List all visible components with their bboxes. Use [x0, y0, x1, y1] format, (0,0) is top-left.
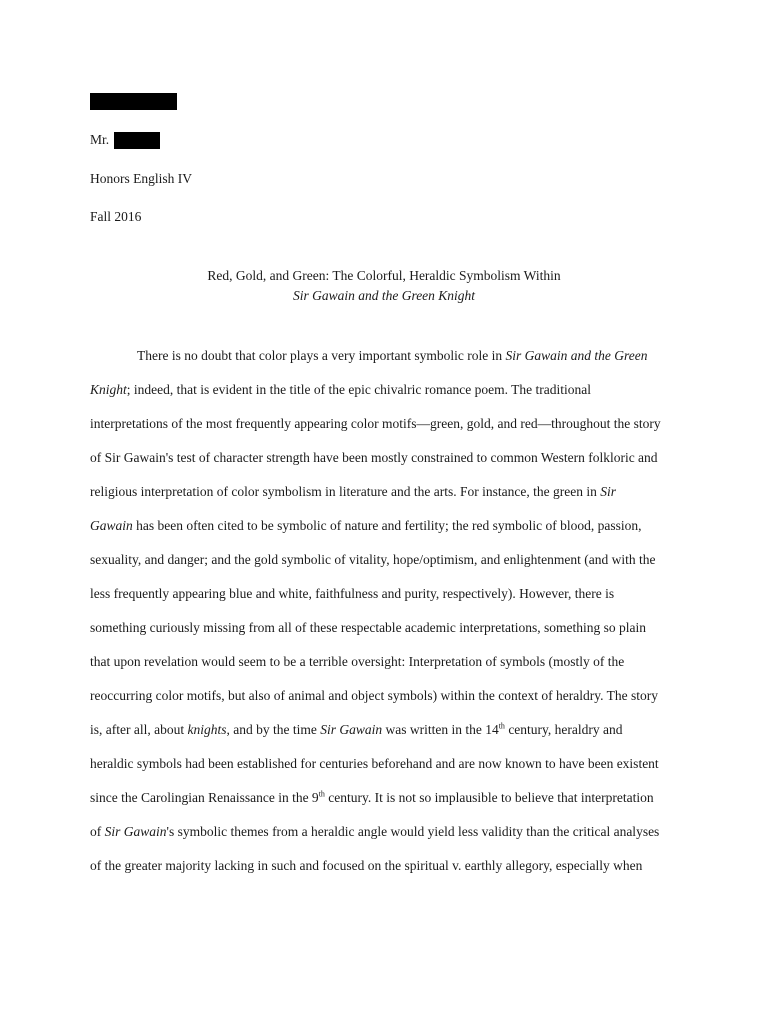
- body-text-run: of: [90, 824, 105, 839]
- body-text-run: There is no doubt that color plays a very important symbolic role in: [137, 348, 506, 363]
- body-text-run: has been often cited to be symbolic of nature and fertility; the red symbolic of blood, passion,: [132, 518, 642, 533]
- body-text-run: century. It is not so implausible to believe that interpretation: [324, 790, 654, 805]
- ordinal-superscript: th: [318, 789, 325, 799]
- body-italic-run: knights: [187, 722, 227, 737]
- body-text-run: 's symbolic themes from a heraldic angle would yield less validity than the critical analyses: [166, 824, 660, 839]
- body-italic-run: Sir: [600, 484, 617, 499]
- body-line: less frequently appearing blue and white, faithfulness and purity, respectively). However, there is: [90, 586, 615, 601]
- body-line: something curiously missing from all of these respectable academic interpretations, something so plain: [90, 620, 646, 635]
- body-italic-run: Knight: [90, 382, 127, 397]
- body-line: interpretations of the most frequently appearing color motifs—green, gold, and red—throughout the story: [90, 416, 661, 431]
- body-text-run: was written in the 14: [382, 722, 499, 737]
- teacher-line: [90, 131, 160, 149]
- body-text-run: is, after all, about: [90, 722, 188, 737]
- course-line: Honors English IV: [90, 171, 192, 186]
- body-italic-run: Sir Gawain: [104, 824, 167, 839]
- teacher-name-redaction: [114, 132, 160, 149]
- body-line: sexuality, and danger; and the gold symbolic of vitality, hope/optimism, and enlightenment (and with the: [90, 552, 656, 567]
- body-line: that upon revelation would seem to be a terrible oversight: Interpretation of symbols (mostly of the: [90, 654, 625, 669]
- body-italic-run: Gawain: [90, 518, 133, 533]
- essay-title: [0, 266, 768, 306]
- body-text-run: since the Carolingian Renaissance in the 9: [90, 790, 319, 805]
- body-text-run: religious interpretation of color symbolism in literature and the arts. For instance, the green in: [90, 484, 601, 499]
- title-line-1: Red, Gold, and Green: The Colorful, Heraldic Symbolism Within: [207, 268, 561, 283]
- body-italic-run: Sir Gawain: [320, 722, 383, 737]
- body-line: [90, 815, 680, 849]
- body-line: [90, 339, 680, 373]
- essay-body: [90, 339, 680, 883]
- title-line-2: Sir Gawain and the Green Knight: [292, 288, 476, 303]
- body-line: [90, 713, 680, 747]
- ordinal-superscript: th: [498, 721, 505, 731]
- body-line: [90, 475, 680, 509]
- body-line: reoccurring color motifs, but also of animal and object symbols) within the context of heraldry. The story: [90, 688, 658, 703]
- body-line: [90, 509, 680, 543]
- student-name-redaction: [90, 93, 177, 110]
- term-line: Fall 2016: [90, 209, 142, 224]
- body-line: of Sir Gawain's test of character strength have been mostly constrained to common Western folkloric and: [90, 450, 658, 465]
- body-text-run: ; indeed, that is evident in the title of the epic chivalric romance poem. The traditional: [126, 382, 591, 397]
- body-line: of the greater majority lacking in such and focused on the spiritual v. earthly allegory, especially when: [90, 858, 643, 873]
- body-text-run: , and by the time: [226, 722, 321, 737]
- teacher-prefix: Mr.: [90, 132, 110, 147]
- body-italic-run: Sir Gawain and the Green: [505, 348, 648, 363]
- body-line: [90, 781, 680, 815]
- body-line: [90, 373, 680, 407]
- student-name-line: [90, 92, 177, 110]
- body-text-run: century, heraldry and: [504, 722, 623, 737]
- body-line: heraldic symbols had been established for centuries beforehand and are now known to have been existent: [90, 756, 659, 771]
